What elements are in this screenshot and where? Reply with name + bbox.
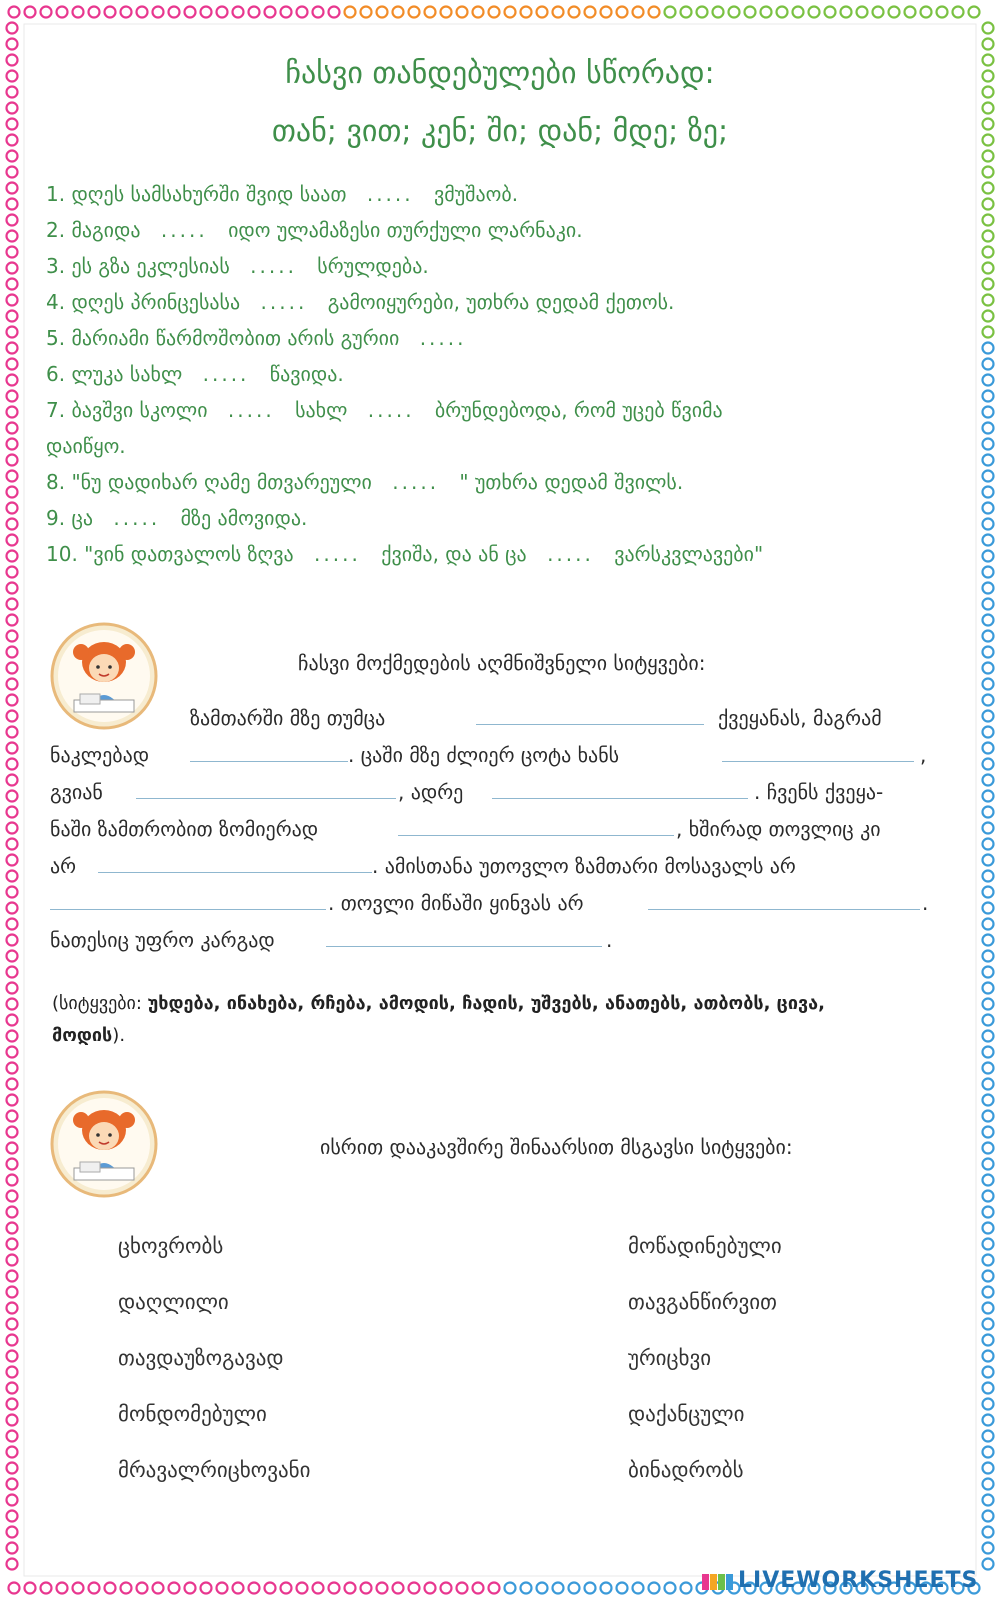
ex2-blank-8[interactable] [50,895,326,910]
item-number: 4. [46,290,66,314]
ex2-text-line3c: . ჩვენს ქვეყა- [754,780,884,804]
item-text: "ვინ დათვალოს ზღვა [84,542,294,566]
item-text: ეს გზა ეკლესიას [71,254,230,278]
blank-dots[interactable]: ..... [227,398,275,422]
worksheet-title-line1: ჩასვი თანდებულები სწორად: [285,56,715,91]
item-text: ლუკა სახლ [71,362,183,386]
blank-dots[interactable]: ..... [547,542,594,566]
exercise-1-item [46,284,966,320]
ex2-text-line2a: ნაკლებად [50,743,150,767]
item-text: დაიწყო. [46,434,126,458]
match-word-left[interactable]: ცხოვრობს [118,1234,224,1258]
item-text-after: ვმუშაობ. [434,182,519,206]
item-text-after: მზე ამოვიდა. [180,506,308,530]
match-word-right[interactable]: ურიცხვი [628,1346,712,1370]
ex2-blank-2[interactable] [190,747,348,762]
logo-mark-icon [702,1570,734,1592]
item-text: ცა [71,506,94,530]
item-text-mid: ქვიშა, და ან ცა [381,542,527,566]
item-text-after: იდო ულამაზესი თურქული ლარნაკი. [228,218,583,242]
ex2-text-line7a: ნათესიც უფრო კარგად [50,928,275,952]
ex2-blank-5[interactable] [492,784,748,799]
ex2-word-bank [52,988,952,1052]
item-text-after: ბრუნდებოდა, რომ უცებ წვიმა [434,398,723,422]
ex2-text-line4b: , ხშირად თოვლიც კი [676,817,881,841]
match-word-left[interactable]: მრავალრიცხოვანი [118,1458,311,1482]
ex2-text-line3a: გვიან [50,780,103,804]
worksheet-title-line2: თან; ვით; კენ; ში; დან; მდე; ზე; [271,114,729,149]
ex2-text-line6b: . თოვლი მიწაში ყინვას არ [328,891,584,915]
blank-dots[interactable]: ..... [113,506,161,530]
blank-dots[interactable]: ..... [392,470,440,494]
ex2-blank-6[interactable] [398,821,674,836]
item-text-after: გამოიყურები, უთხრა დედამ ქეთოს. [327,290,675,314]
exercise-1-item [46,248,966,284]
word-bank-words: უხდება, ინახება, რჩება, ამოდის, ჩადის, უშვებს, ანათებს, ათბობს, ცივა, [147,993,825,1014]
ex2-text-line5a: არ [50,854,77,878]
item-text: ბავშვი სკოლი [71,398,208,422]
item-text-after: წავიდა. [269,362,344,386]
ex2-blank-1[interactable] [476,710,704,725]
blank-dots[interactable]: ..... [202,362,250,386]
blank-dots[interactable]: ..... [260,290,308,314]
exercise-1-item [46,176,966,212]
item-text-after: " უთხრა დედამ შვილს. [459,470,684,494]
ex2-blank-3[interactable] [722,747,914,762]
girl-illustration-2 [50,1090,158,1202]
item-text: "ნუ დადიხარ ღამე მთვარეული [71,470,372,494]
exercise-1-list [46,176,966,572]
blank-dots[interactable]: ..... [367,398,415,422]
logo-text: LIVEWORKSHEETS [738,1568,979,1593]
item-number: 9. [46,506,66,530]
exercise-1-item [46,428,966,464]
liveworksheets-logo [702,1568,978,1593]
exercise-1-item [46,212,966,248]
match-word-right[interactable]: ბინადრობს [628,1458,744,1482]
item-number: 6. [46,362,66,386]
ex2-text-line1a: ზამთარში მზე თუმცა [190,706,386,730]
ex2-blank-9[interactable] [648,895,920,910]
ex2-text-line4a: ნაში ზამთრობით ზომიერად [50,817,319,841]
exercise-1-item [46,392,966,428]
blank-dots[interactable]: ..... [250,254,297,278]
blank-dots[interactable]: ..... [366,182,414,206]
item-text-mid: სახლ [295,398,348,422]
ex2-text-line2c: , [920,743,927,767]
match-word-left[interactable]: თავდაუზოგავად [118,1346,284,1370]
exercise-1-item [46,356,966,392]
ex2-blank-7[interactable] [98,858,372,873]
item-number: 10. [46,542,78,566]
item-number: 8. [46,470,66,494]
item-number: 3. [46,254,66,278]
item-text-after: სრულდება. [317,254,429,278]
exercise-2-text [50,706,930,966]
blank-dots[interactable]: ..... [314,542,361,566]
blank-dots[interactable]: ..... [160,218,208,242]
word-bank-prefix: (სიტყვები: [52,993,148,1014]
ex2-blank-4[interactable] [136,784,396,799]
word-bank-suffix: ). [112,1025,126,1046]
match-word-left[interactable]: მონდომებული [118,1402,267,1426]
ex2-text-line1b: ქვეყანას, მაგრამ [718,706,882,730]
word-bank-words-2: მოდის [52,1025,113,1046]
ex2-text-line3b: , ადრე [398,780,464,804]
exercise-1-item [46,464,966,500]
match-word-right[interactable]: დაქანცული [628,1402,745,1426]
exercise-2-instruction: ჩასვი მოქმედების აღმნიშვნელი სიტყვები: [298,651,706,675]
exercise-1-item [46,536,966,572]
item-text: მარიამი წარმოშობით არის გურიი [71,326,400,350]
exercise-1-item [46,500,966,536]
item-number: 1. [46,182,66,206]
exercise-1-item [46,320,966,356]
match-word-left[interactable]: დაღლილი [118,1290,229,1314]
exercise-3-instruction: ისრით დააკავშირე შინაარსით მსგავსი სიტყვები: [320,1135,793,1159]
item-text: მაგიდა [71,218,141,242]
item-text: დღეს პრინცესასა [71,290,241,314]
ex2-text-line7b: . [606,928,613,952]
ex2-blank-10[interactable] [326,932,602,947]
item-text: დღეს სამსახურში შვიდ საათ [71,182,347,206]
ex2-text-line5b: . ამისთანა უთოვლო ზამთარი მოსავალს არ [372,854,796,878]
item-number: 5. [46,326,66,350]
match-word-right[interactable]: მოწადინებული [628,1234,782,1258]
match-word-right[interactable]: თავგანწირვით [628,1290,777,1314]
item-number: 7. [46,398,66,422]
item-number: 2. [46,218,66,242]
ex2-text-line2b: . ცაში მზე ძლიერ ცოტა ხანს [348,743,620,767]
ex2-text-line6c: . [922,891,929,915]
blank-dots[interactable]: ..... [419,326,467,350]
item-text-after: ვარსკვლავები" [614,542,764,566]
